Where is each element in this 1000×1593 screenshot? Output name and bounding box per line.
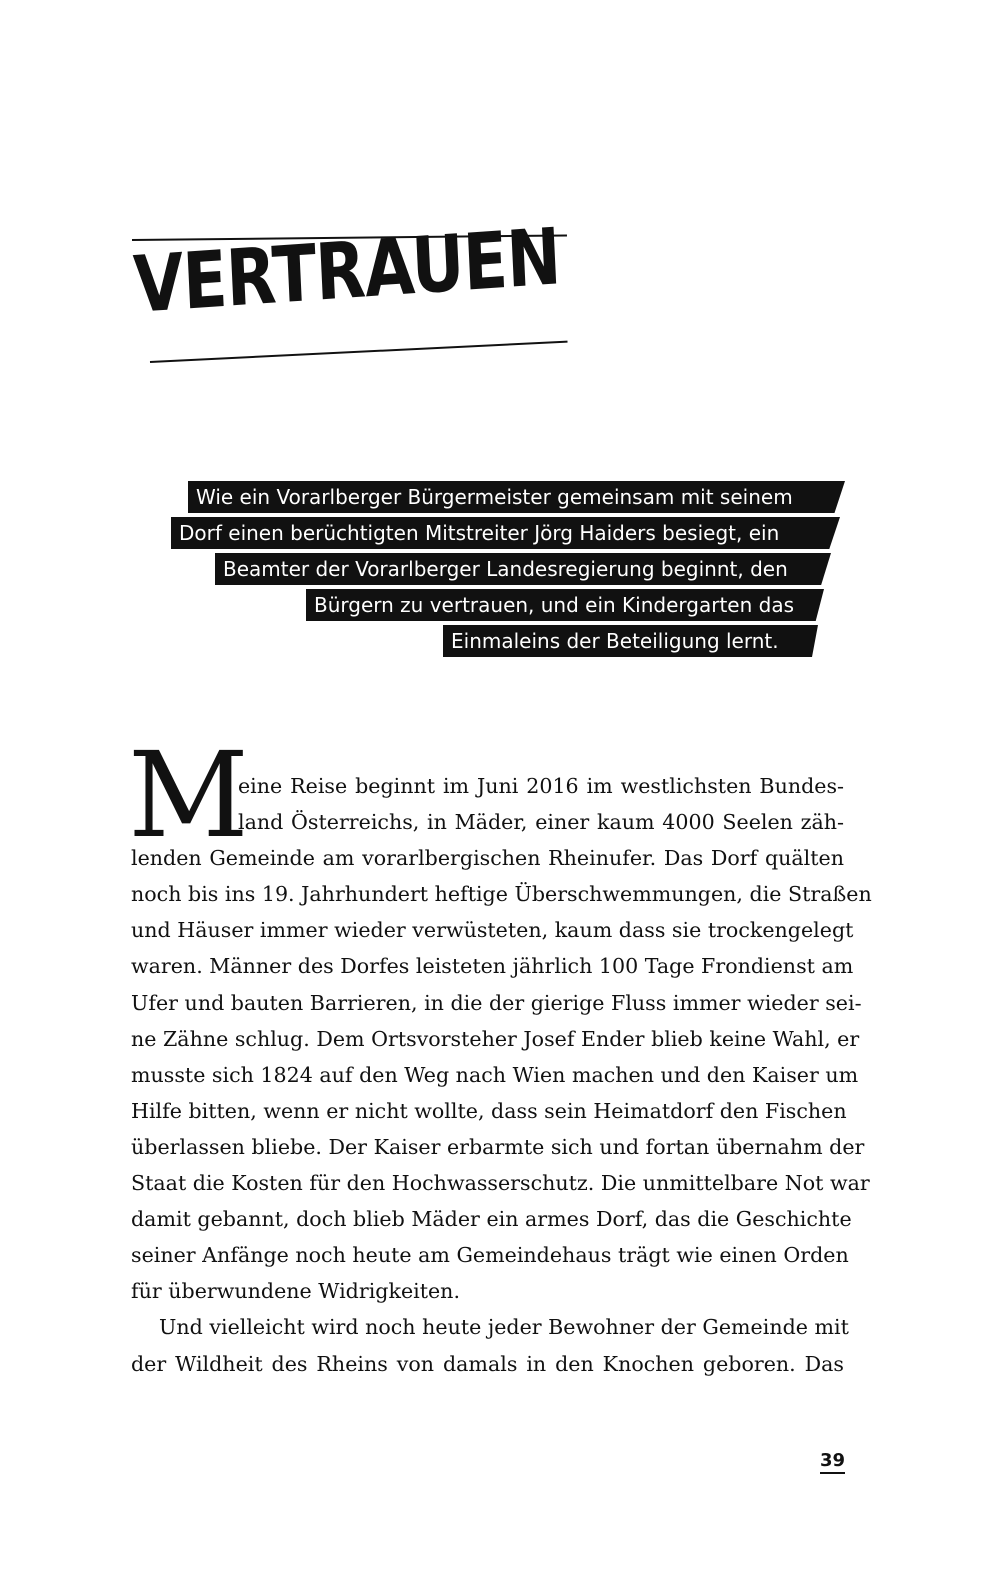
text-line: waren. Männer des Dorfes leisteten jährlich 100 Tage Frondienst am [131, 954, 854, 979]
page-number: 39 [820, 1450, 845, 1474]
subtitle-line: Dorf einen berüchtigten Mitstreiter Jörg Haiders besiegt, ein [171, 517, 840, 549]
text-line: noch bis ins 19. Jahrhundert heftige Überschwemmungen, die Straßen [131, 882, 872, 907]
text-line: eine Reise beginnt im Juni 2016 im westlichsten Bundes- [238, 774, 844, 798]
text-line: für überwundene Widrigkeiten. [131, 1279, 460, 1304]
body-text [128, 726, 872, 1382]
text-line: ne Zähne schlug. Dem Ortsvorsteher Josef Ender blieb keine Wahl, er [131, 1026, 860, 1051]
text-line: musste sich 1824 auf den Weg nach Wien machen und den Kaiser um [131, 1062, 859, 1087]
text-line: und Häuser immer wieder verwüsteten, kaum dass sie trockengelegt [131, 918, 854, 943]
text-line: land Österreichs, in Mäder, einer kaum 4000 Seelen zäh- [238, 810, 844, 835]
text-line: überlassen bliebe. Der Kaiser erbarmte sich und fortan übernahm der [131, 1134, 865, 1159]
subtitle-line: Bürgern zu vertrauen, und ein Kindergarten das [306, 589, 824, 621]
chapter-title: VERTRAUEN [131, 212, 563, 331]
text-line: lenden Gemeinde am vorarlbergischen Rheinufer. Das Dorf quälten [131, 846, 844, 871]
subtitle-line: Wie ein Vorarlberger Bürgermeister gemeinsam mit seinem [188, 481, 845, 513]
text-line: Hilfe bitten, wenn er nicht wollte, dass sein Heimatdorf den Fischen [131, 1098, 847, 1123]
text-line: der Wildheit des Rheins von damals in den Knochen geboren. Das [131, 1351, 844, 1376]
text-line: Und vielleicht wird noch heute jeder Bewohner der Gemeinde mit [159, 1315, 849, 1340]
subtitle-line: Einmaleins der Beteiligung lernt. [443, 625, 818, 657]
text-line: seiner Anfänge noch heute am Gemeindehaus trägt wie einen Orden [131, 1243, 849, 1268]
drop-cap: M [128, 726, 249, 864]
text-line: Ufer und bauten Barrieren, in die der gierige Fluss immer wieder sei- [131, 990, 862, 1015]
chapter-heading [130, 212, 575, 380]
subtitle-line: Beamter der Vorarlberger Landesregierung beginnt, den [215, 553, 831, 585]
title-rule-bottom [150, 341, 568, 363]
text-line: damit gebannt, doch blieb Mäder ein armes Dorf, das die Geschichte [131, 1207, 852, 1232]
text-line: Staat die Kosten für den Hochwasserschutz. Die unmittelbare Not war [131, 1171, 870, 1196]
